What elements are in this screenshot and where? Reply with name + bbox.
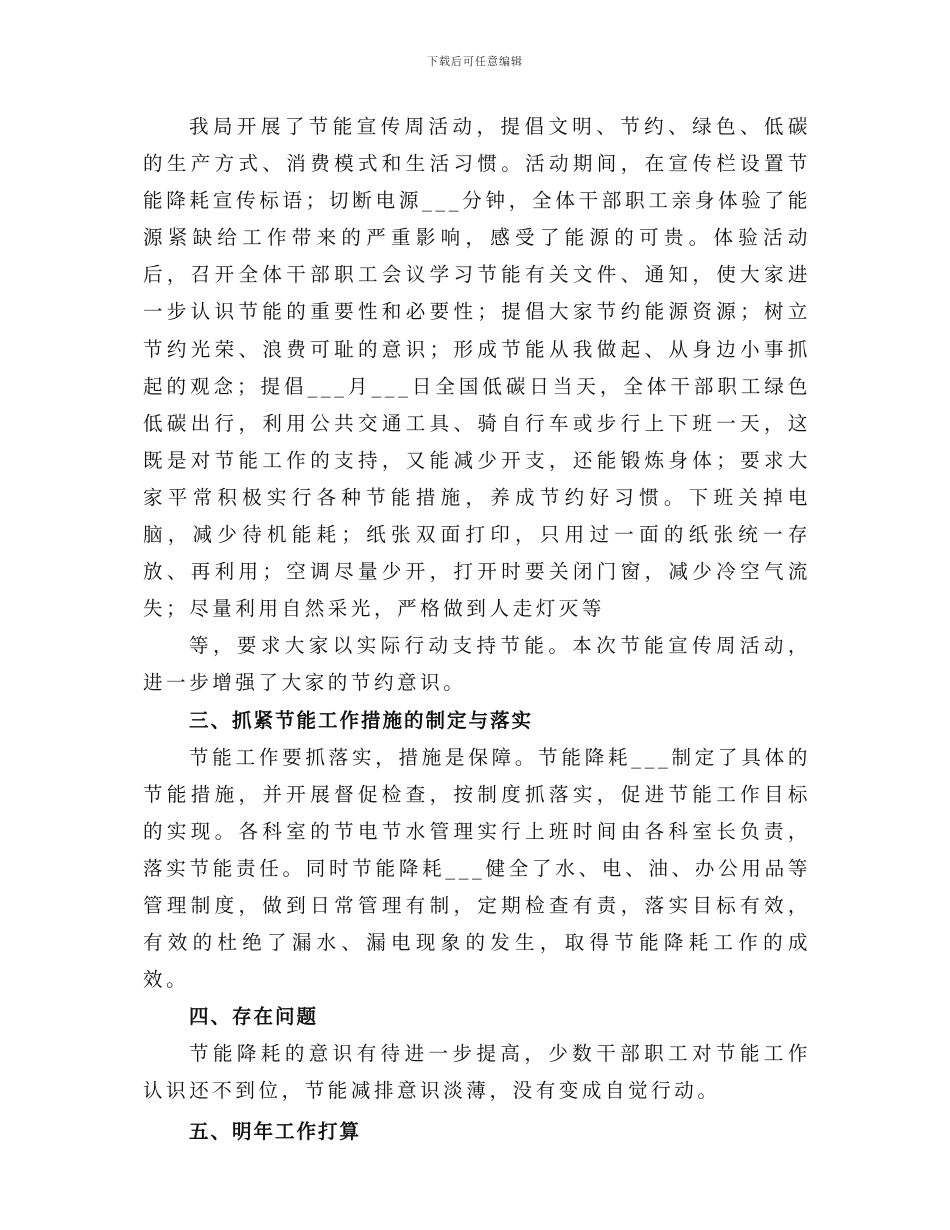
paragraph-problems: 节能降耗的意识有待进一步提高，少数干部职工对节能工作认识还不到位，节能减排意识淡薄，没有变成自觉行动。 [143,1042,811,1103]
paragraph-energy-week: 我局开展了节能宣传周活动，提倡文明、节约、绿色、低碳的生产方式、消费模式和生活习惯。活动期间，在宣传栏设置节能降耗宣传标语；切断电源___分钟，全体干部职工亲身体验了能源紧缺给工作带来的严重影响，感受了能源的可贵。体验活动后，召开全体干部职工会议学习节能有关文件、通知，使大家进一步认识节能的重要性和必要性；提倡大家节约能源资源；树立节约光荣、浪费可耻的意识；形成节能从我做起、从身边小事抓起的观念；提倡___月___日全国低碳日当天，全体干部职工绿色低碳出行，利用公共交通工具、骑自行车或步行上下班一天，这既是对节能工作的支持，又能减少开支，还能锻炼身体；要求大家平常积极实行各种节能措施，养成节约好习惯。下班关掉电脑，减少待机能耗；纸张双面打印，只用过一面的纸张统一存放、再利用；空调尽量少开，打开时要关闭门窗，减少冷空气流失；尽量利用自然采光，严格做到人走灯灭等 [143,115,811,621]
document-body [143,108,811,1150]
section-heading-problems: 四、存在问题 [189,1005,319,1029]
paragraph-measures: 节能工作要抓落实，措施是保障。节能降耗___制定了具体的节能措施，并开展督促检查，按制度抓落实，促进节能工作目标的实现。各科室的节电节水管理实行上班时间由各科室长负责，落实节能责任。同时节能降耗___健全了水、电、油、办公用品等管理制度，做到日常管理有制，定期检查有责，落实目标有效，有效的杜绝了漏水、漏电现象的发生，取得节能降耗工作的成效。 [143,745,811,992]
paragraph-energy-week-summary: 等，要求大家以实际行动支持节能。本次节能宣传周活动，进一步增强了大家的节约意识。 [143,634,811,695]
section-heading-measures: 三、抓紧节能工作措施的制定与落实 [189,708,534,732]
page-header: 下载后可任意编辑 [427,55,523,68]
section-heading-next-year-plan: 五、明年工作打算 [189,1119,362,1143]
